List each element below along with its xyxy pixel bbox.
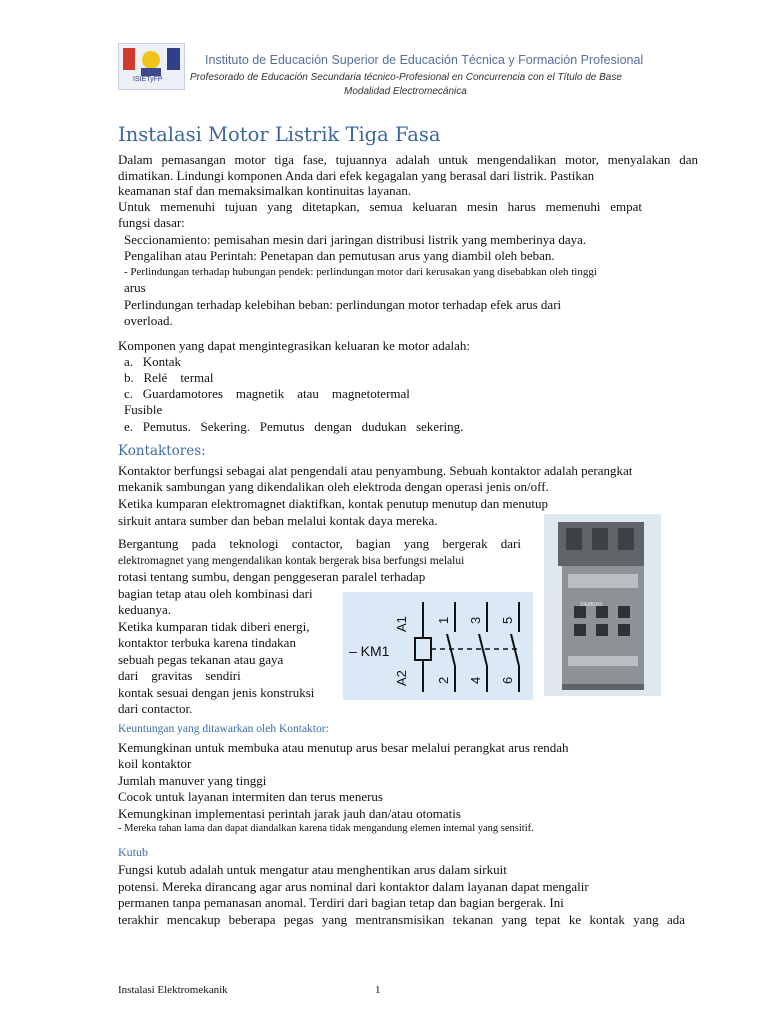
function-item: Pengalihan atau Perintah: Penetapan dan pemutusan arus yang diambil oleh beban.: [124, 248, 555, 263]
advantage-item: koil kontaktor: [118, 756, 192, 771]
contactors-line: Bergantung pada teknologi contactor, bagian yang bergerak dari: [118, 536, 521, 551]
intro-line-2: dimatikan. Lindungi komponen Anda dari efek kegagalan yang berasal dari listrik. Pastikan: [118, 168, 595, 183]
photo-brand-label: SIEMENS: [580, 602, 603, 608]
contactors-heading: Kontaktores:: [118, 443, 206, 459]
contactors-line: kontak sesuai dengan jenis konstruksi: [118, 685, 315, 700]
intro-line-4: Untuk memenuhi tujuan yang ditetapkan, semua keluaran mesin harus memenuhi empat: [118, 199, 642, 214]
component-item: e. Pemutus. Sekering. Pemutus dengan dudukan sekering.: [124, 419, 464, 434]
contactors-line: dari contactor.: [118, 701, 193, 716]
kutub-line: Fungsi kutub adalah untuk mengatur atau menghentikan arus dalam sirkuit: [118, 862, 507, 877]
terminal-5: 5: [500, 616, 515, 624]
contactors-line: keduanya.: [118, 602, 172, 617]
component-item: Fusible: [124, 402, 163, 417]
institution-name: Instituto de Educación Superior de Educación Técnica y Formación Profesional: [205, 53, 644, 67]
component-item: a. Kontak: [124, 354, 182, 369]
contactors-line: elektromagnet yang mengendalikan kontak bergerak bisa berfungsi melalui: [118, 555, 465, 567]
kutub-heading: Kutub: [118, 845, 148, 859]
intro-line-3: keamanan staf dan memaksimalkan kontinuitas layanan.: [118, 183, 412, 198]
terminal-2: 2: [436, 676, 451, 684]
kutub-line: permanen tanpa pemanasan anomal. Terdiri dari bagian tetap dan bagian bergerak. Ini: [118, 895, 564, 910]
contactors-line: Kontaktor berfungsi sebagai alat pengendali atau penyambung. Sebuah kontaktor adalah perangkat: [118, 463, 633, 478]
contactors-line: sirkuit antara sumber dan beban melalui kontak daya mereka.: [118, 513, 438, 528]
function-item: - Perlindungan terhadap hubungan pendek: perlindungan motor dari kerusakan yang disebabkan oleh tinggi: [124, 266, 597, 278]
advantages-heading: Keuntungan yang ditawarkan oleh Kontaktor:: [118, 723, 329, 735]
function-item: arus: [124, 280, 146, 295]
page-number: 1: [375, 984, 381, 996]
page-title: Instalasi Motor Listrik Tiga Fasa: [118, 123, 441, 146]
contactors-line: sebuah pegas tekanan atau gaya: [118, 652, 284, 667]
contactor-photo: [544, 514, 661, 696]
function-item: Seccionamiento: pemisahan mesin dari jaringan distribusi listrik yang memberinya daya.: [124, 232, 587, 247]
terminal-6: 6: [500, 676, 515, 684]
logo-caption: ISIETyFP: [133, 76, 163, 83]
contactors-line: Ketika kumparan tidak diberi energi,: [118, 619, 310, 634]
kutub-line: potensi. Mereka dirancang agar arus nominal dari kontaktor dalam layanan dapat mengalir: [118, 879, 589, 894]
contactors-line: rotasi tentang sumbu, dengan penggeseran paralel terhadap: [118, 569, 426, 584]
component-item: c. Guardamotores magnetik atau magnetotermal: [124, 386, 410, 401]
kutub-line: terakhir mencakup beberapa pegas yang mentransmisikan tekanan yang tepat ke kontak yang ada: [118, 912, 685, 927]
advantage-item: Kemungkinan untuk membuka atau menutup arus besar melalui perangkat arus rendah: [118, 740, 569, 755]
program-name: Profesorado de Educación Secundaria técnico-Profesional en Concurrencia con el Título de Base: [190, 72, 622, 83]
contactors-line: mekanik sambungan yang dikendalikan oleh elektroda dengan operasi jenis on/off.: [118, 479, 549, 494]
component-item: b. Relé termal: [124, 370, 214, 385]
modality-name: Modalidad Electromecánica: [344, 86, 467, 97]
footer-title: Instalasi Elektromekanik: [118, 984, 228, 996]
contactors-line: bagian tetap atau oleh kombinasi dari: [118, 586, 313, 601]
terminal-4: 4: [468, 676, 483, 684]
institution-logo: [118, 43, 185, 90]
contactors-line: dari gravitas sendiri: [118, 668, 241, 683]
advantage-item: Cocok untuk layanan intermiten dan terus menerus: [118, 789, 383, 804]
function-item: overload.: [124, 313, 173, 328]
contactors-line: Ketika kumparan elektromagnet diaktifkan, kontak penutup menutup dan menutup: [118, 496, 548, 511]
terminal-1: 1: [436, 616, 451, 624]
schematic-label: – KM1: [349, 643, 390, 659]
terminal-a2: A2: [394, 670, 409, 686]
advantage-item: Jumlah manuver yang tinggi: [118, 773, 267, 788]
intro-line-1: Dalam pemasangan motor tiga fase, tujuannya adalah untuk mengendalikan motor, menyalakan dan: [118, 152, 698, 167]
contactors-line: kontaktor terbuka karena tindakan: [118, 635, 296, 650]
terminal-3: 3: [468, 616, 483, 624]
contactor-schematic: [343, 592, 533, 700]
advantage-item: Kemungkinan implementasi perintah jarak jauh dan/atau otomatis: [118, 806, 461, 821]
advantage-item: - Mereka tahan lama dan dapat diandalkan karena tidak mengandung elemen internal yang sensitif.: [118, 823, 534, 834]
terminal-a1: A1: [394, 616, 409, 632]
components-intro: Komponen yang dapat mengintegrasikan keluaran ke motor adalah:: [118, 338, 470, 353]
intro-line-5: fungsi dasar:: [118, 215, 185, 230]
function-item: Perlindungan terhadap kelebihan beban: perlindungan motor terhadap efek arus dari: [124, 297, 562, 312]
